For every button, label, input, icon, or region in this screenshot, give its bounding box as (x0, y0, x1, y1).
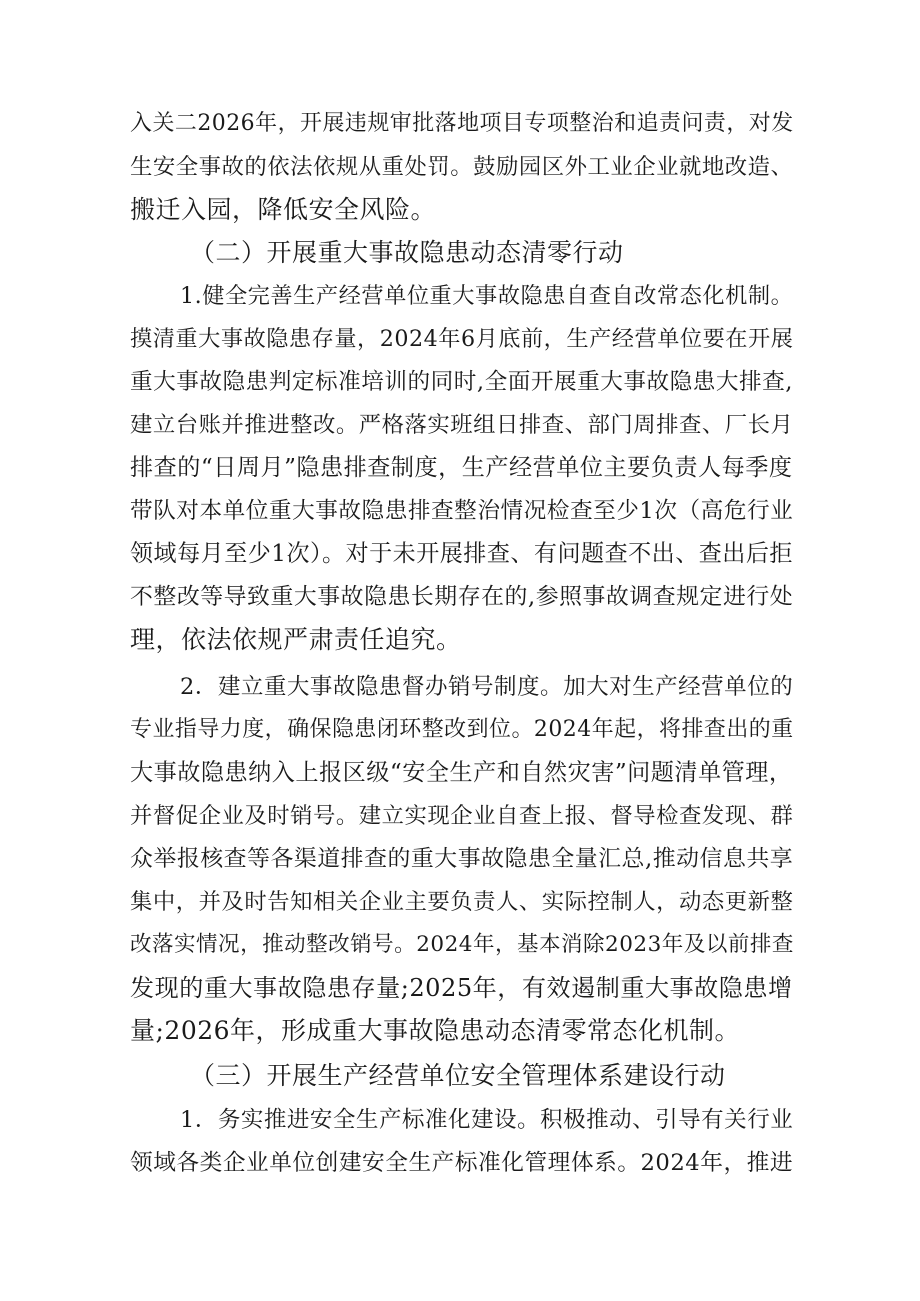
text-line: 理，依法依规严肃责任追究。 (130, 625, 462, 654)
text-line: 重大事故隐患判定标准培训的同时,全面开展重大事故隐患大排查, (130, 369, 793, 395)
text-line: 不整改等导致重大事故隐患长期存在的,参照事故调查规定进行处 (130, 584, 794, 610)
text-line: 入关二2026年，开展违规审批落地项目专项整治和追责问责，对发 (130, 111, 794, 136)
text-line: 量;2026年，形成重大事故隐患动态清零常态化机制。 (130, 1016, 741, 1045)
text-line: 摸清重大事故隐患存量，2024年6月底前，生产经营单位要在开展 (130, 326, 794, 352)
text-line: 带队对本单位重大事故隐患排查整治情况检查至少1次（高危行业 (130, 498, 794, 524)
text-line: 搬迁入园，降低安全风险。 (130, 195, 437, 224)
text-line: 排查的“日周月”隐患排查制度，生产经营单位主要负责人每季度 (130, 455, 793, 481)
text-line: 领域各类企业单位创建安全生产标准化管理体系。2024年，推进 (130, 1150, 794, 1176)
paragraph-start: 1.健全完善生产经营单位重大事故隐患自查自改常态化机制。 (180, 283, 794, 309)
section-heading: （三）开展生产经营单位安全管理体系建设行动 (190, 1061, 726, 1090)
paragraph-start: 2．建立重大事故隐患督办销号制度。加大对生产经营单位的 (180, 674, 794, 700)
text-line: 发现的重大事故隐患存量;2025年，有效遏制重大事故隐患增 (130, 974, 793, 1002)
text-line: 大事故隐患纳入上报区级“安全生产和自然灾害”问题清单管理， (130, 760, 793, 786)
text-line: 众举报核查等各渠道排查的重大事故隐患全量汇总,推动信息共享 (130, 846, 794, 872)
text-line: 专业指导力度，确保隐患闭环整改到位。2024年起，将排查出的重 (130, 717, 794, 742)
text-line: 并督促企业及时销号。建立实现企业自查上报、督导检查发现、群 (130, 803, 794, 829)
paragraph-start: 1．务实推进安全生产标准化建设。积极推动、引导有关行业 (180, 1107, 794, 1133)
text-line: 领域每月至少1次）。对于未开展排查、有问题查不出、查出后拒 (130, 541, 793, 567)
text-line: 生安全事故的依法依规从重处罚。鼓励园区外工业企业就地改造、 (130, 154, 794, 180)
section-heading: （二）开展重大事故隐患动态清零行动 (190, 238, 624, 267)
text-line: 改落实情况，推动整改销号。2024年，基本消除2023年及以前排查 (130, 932, 794, 957)
text-line: 建立台账并推进整改。严格落实班组日排查、部门周排查、厂长月 (130, 412, 794, 438)
text-line: 集中，并及时告知相关企业主要负责人、实际控制人，动态更新整 (130, 889, 794, 915)
